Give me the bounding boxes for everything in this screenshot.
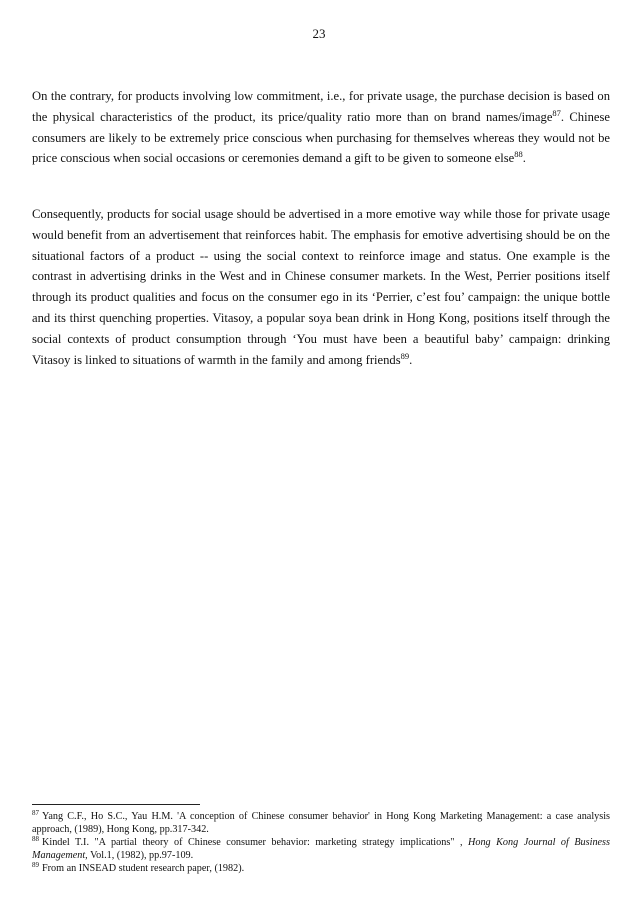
paragraph-text: . Chinese consumers are likely to be extremely price conscious when purchasing for themselves whereas they would not be price conscious when social occasions or ceremonies demand a gift to be given to someone else <box>32 109 610 166</box>
paragraph-text: On the contrary, for products involving low commitment, i.e., for private usage, the purchase decision is based on the physical characteristics of the product, its price/quality ratio more than on brand names/image <box>32 89 610 124</box>
footnote-87 <box>32 810 610 836</box>
footnote-text: Kindel T.I. "A partial theory of Chinese consumer behavior: marketing strategy implications" , <box>42 837 468 849</box>
footnote-number: 89 <box>32 861 39 870</box>
footnote-text: From an INSEAD student research paper, (1982). <box>42 863 245 875</box>
footnote-reference-88: 88 <box>514 149 523 160</box>
footnote-number: 87 <box>32 809 39 817</box>
footnote-divider <box>32 804 200 805</box>
paragraph-text: Consequently, products for social usage should be advertised in a more emotive way while those for private usage would benefit from an advertisement that reinforces habit. The emphasis for emotive advertising should be on the situational factors of a product -- using the social context to reinforce image and status. One example is the contrast in advertising drinks in the West and in Chinese consumer markets. In the West, Perrier positions itself through its product qualities and focus on the consumer ego in its ‘Perrier, c’est fou’ campaign: the unique bottle and its thirst quenching properties. Vitasoy, a popular soya bean drink in Hong Kong, positions itself through the social contexts of product consumption through ‘You must have been a beautiful baby’ campaign: drinking Vitasoy is linked to situations of warmth in the family and among friends <box>32 207 610 367</box>
page-number: 23 <box>312 26 326 41</box>
footnote-text: Yang C.F., Ho S.C., Yau H.M. 'A conception of Chinese consumer behavior' in Hong Kong Marketing Management: a case analysis approach, (1989), Hong Kong, pp.317-342. <box>32 811 610 836</box>
footnote-number: 88 <box>32 835 39 844</box>
paragraph-advertising <box>32 204 610 370</box>
paragraph-low-commitment <box>32 86 610 169</box>
footnote-88 <box>32 836 610 862</box>
footnote-reference-87: 87 <box>552 107 561 118</box>
footnote-text: Vol.1, (1982), pp.97-109. <box>87 850 194 862</box>
paragraph-text: . <box>522 151 526 166</box>
footnotes <box>32 810 610 875</box>
journal-title: Hong Kong Journal of Business Management, <box>32 837 610 862</box>
footnote-reference-89: 89 <box>400 350 410 361</box>
footnote-89 <box>32 862 610 875</box>
paragraph-text: . <box>409 352 413 367</box>
